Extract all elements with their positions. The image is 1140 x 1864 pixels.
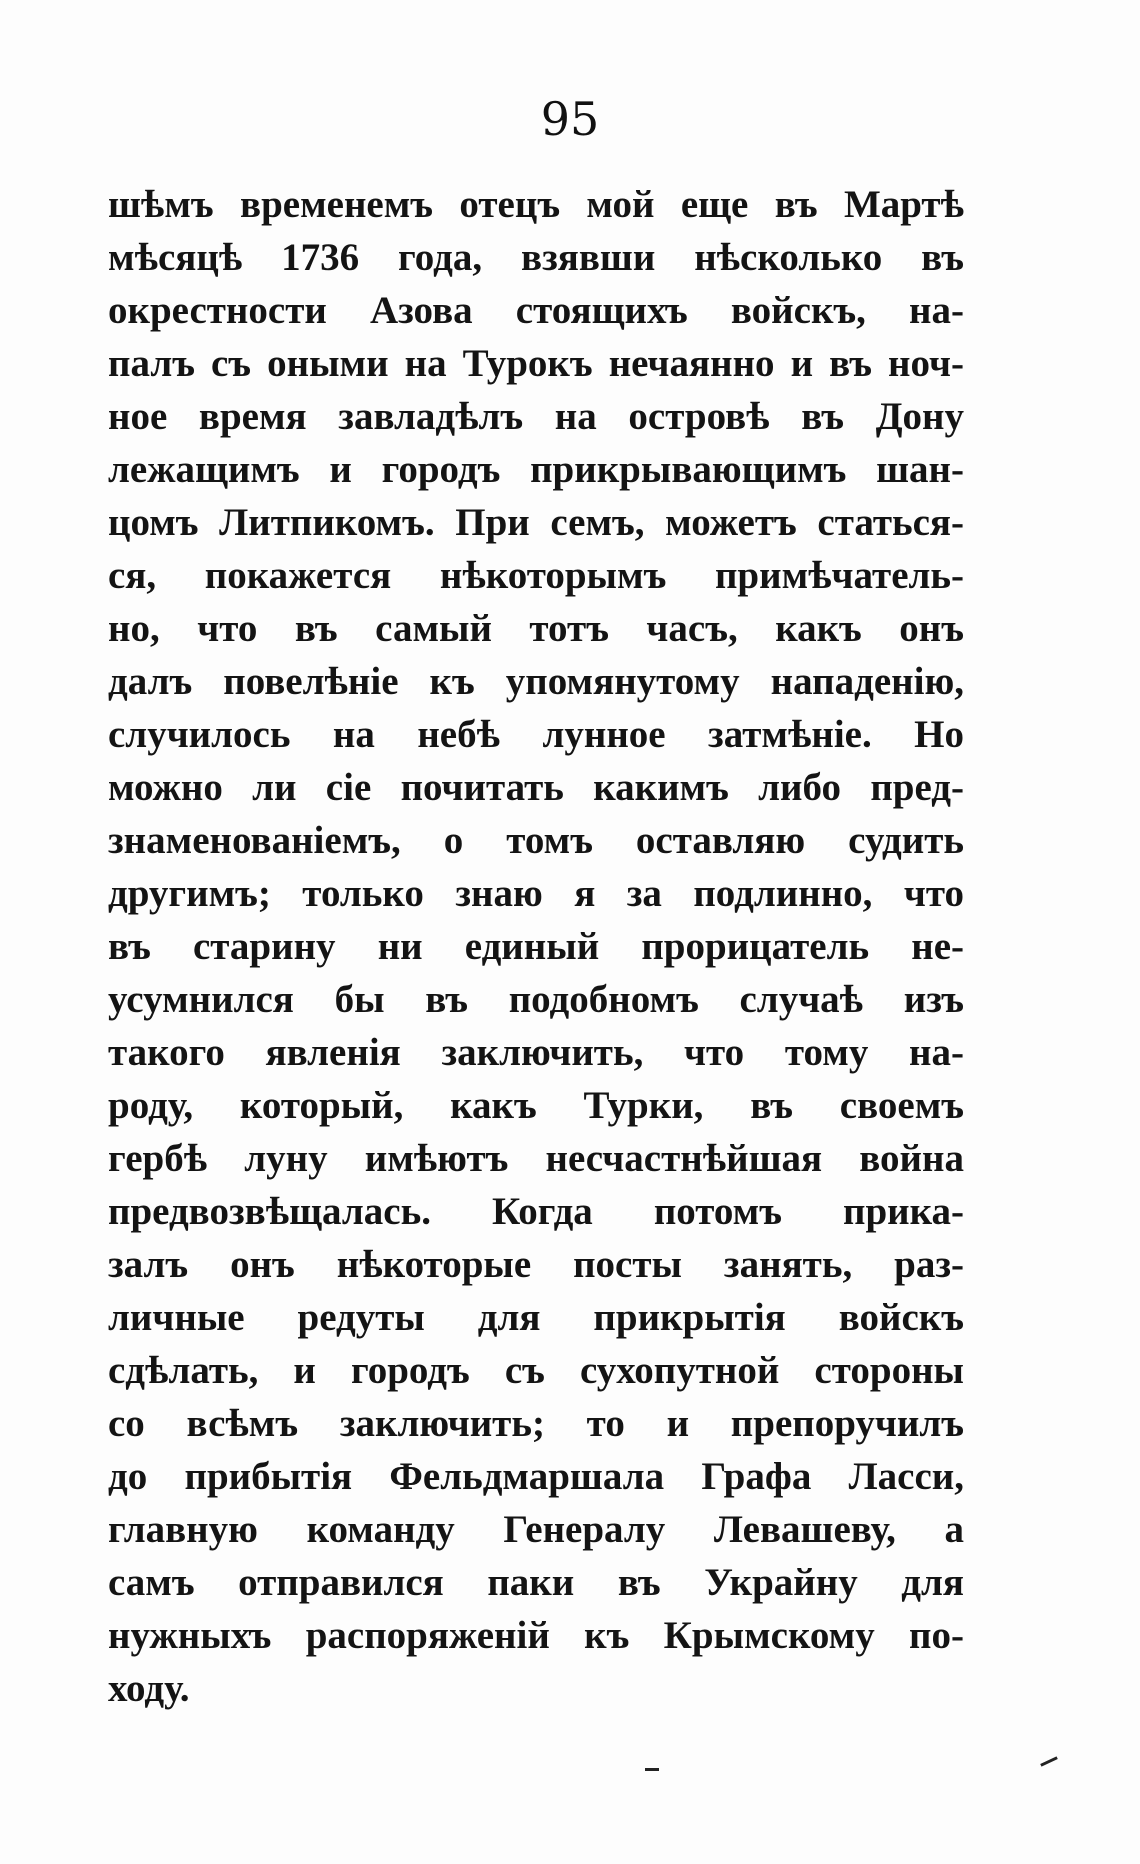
text-line: нужныхъ распоряженій къ Крымскому по-: [108, 1614, 964, 1657]
text-line: такого явленія заключить, что тому на-: [108, 1031, 964, 1074]
ink-speck: [1040, 1756, 1058, 1766]
text-line: до прибытія Фельдмаршала Графа Ласси,: [108, 1455, 964, 1498]
text-line: знаменованіемъ, о томъ оставляю судить: [108, 819, 964, 862]
text-line: можно ли сіе почитать какимъ либо пред-: [108, 766, 964, 809]
text-line: залъ онъ нѣкоторые посты занять, раз-: [108, 1243, 964, 1286]
body-text: [108, 178, 964, 1715]
text-line: но, что въ самый тотъ часъ, какъ онъ: [108, 607, 964, 650]
text-line: сдѣлать, и городъ съ сухопутной стороны: [108, 1349, 964, 1392]
text-line: предвозвѣщалась. Когда потомъ прика-: [108, 1190, 964, 1233]
text-line: далъ повелѣніе къ упомянутому нападенію,: [108, 660, 964, 703]
text-line: самъ отправился паки въ Украйну для: [108, 1561, 964, 1604]
text-line: цомъ Литпикомъ. При семъ, можетъ статься-: [108, 501, 964, 544]
text-line: случилось на небѣ лунное затмѣніе. Но: [108, 713, 964, 756]
text-line: усумнился бы въ подобномъ случаѣ изъ: [108, 978, 964, 1021]
text-line: личные редуты для прикрытія войскъ: [108, 1296, 964, 1339]
text-line: со всѣмъ заключить; то и препоручилъ: [108, 1402, 964, 1445]
page-number: 95: [540, 92, 600, 146]
text-line: роду, который, какъ Турки, въ своемъ: [108, 1084, 964, 1127]
text-line: мѣсяцѣ 1736 года, взявши нѣсколько въ: [108, 236, 964, 279]
text-line: ходу.: [108, 1667, 190, 1710]
text-line: шѣмъ временемъ отецъ мой еще въ Мартѣ: [108, 183, 964, 226]
text-line: лежащимъ и городъ прикрывающимъ шан-: [108, 448, 964, 491]
text-line: гербѣ луну имѣютъ несчастнѣйшая война: [108, 1137, 964, 1180]
text-line: въ старину ни единый прорицатель не-: [108, 925, 964, 968]
text-line: окрестности Азова стоящихъ войскъ, на-: [108, 289, 964, 332]
text-line: другимъ; только знаю я за подлинно, что: [108, 872, 964, 915]
text-line: палъ съ оными на Турокъ нечаянно и въ ноч-: [108, 342, 964, 385]
text-line: главную команду Генералу Левашеву, а: [108, 1508, 964, 1551]
text-line: ное время завладѣлъ на островѣ въ Дону: [108, 395, 964, 438]
text-line: ся, покажется нѣкоторымъ примѣчатель-: [108, 554, 964, 597]
ink-speck: [645, 1768, 659, 1771]
